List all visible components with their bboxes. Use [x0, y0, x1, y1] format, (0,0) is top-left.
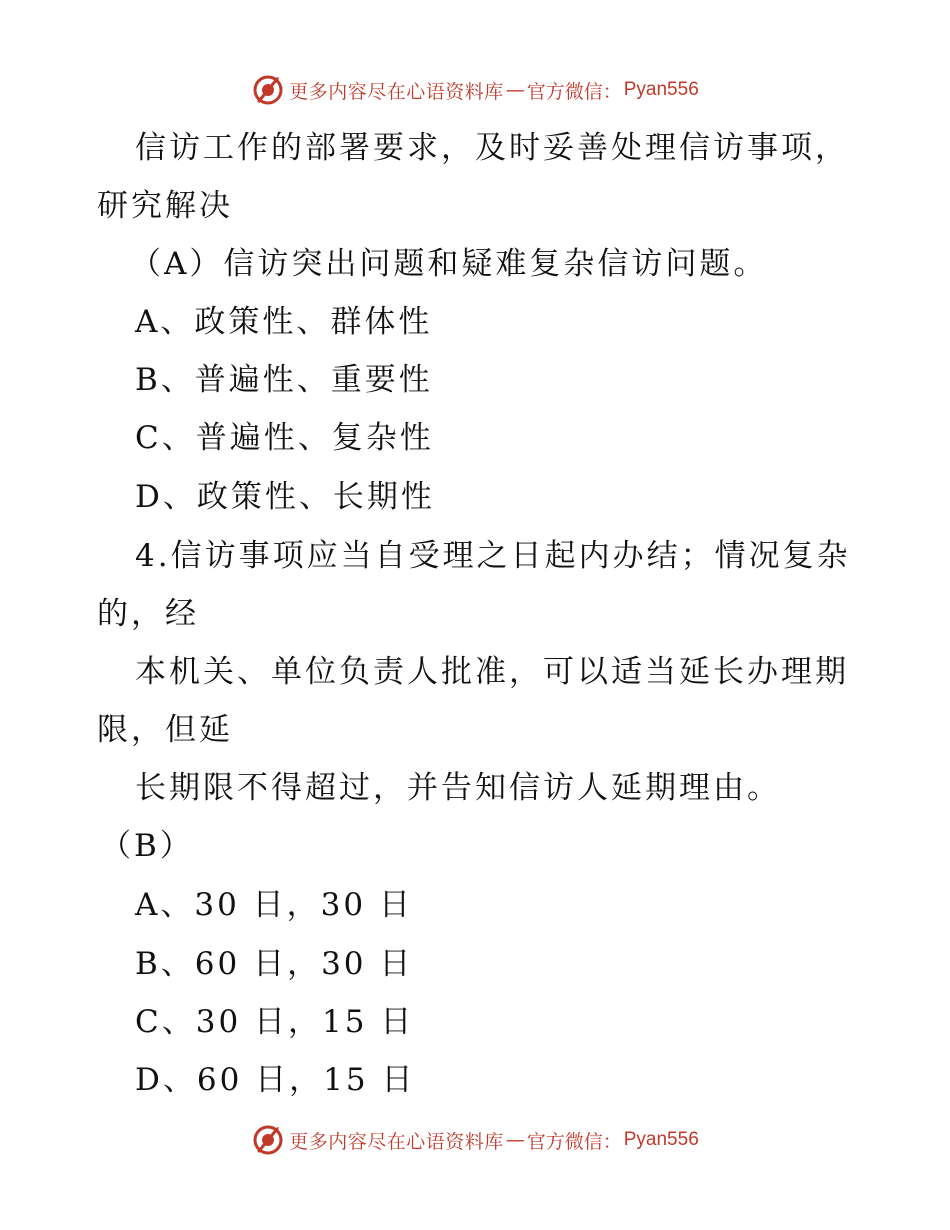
text-line: 限，但延 [97, 712, 233, 748]
text-line: 信访工作的部署要求，及时妥善处理信访事项， [135, 130, 849, 166]
text-line: 的，经 [97, 596, 199, 632]
text-line: 研究解决 [97, 188, 233, 224]
footer-wechat-id: Pyan556 [623, 1129, 699, 1150]
option-a: A、政策性、群体性 [135, 304, 433, 340]
footer-banner-text: 更多内容尽在心语资料库 [289, 1130, 504, 1153]
option-c: C、30 日，15 日 [135, 1004, 415, 1040]
text-line: （A）信访突出问题和疑难复杂信访问题。 [130, 246, 768, 282]
option-b: B、60 日，30 日 [135, 946, 414, 982]
text-line: 本机关、单位负责人批准，可以适当延长办理期 [135, 654, 849, 690]
option-d: D、政策性、长期性 [135, 479, 435, 515]
option-b: B、普遍性、重要性 [135, 362, 433, 398]
brand-logo-icon [251, 73, 285, 107]
header-wechat-id: Pyan556 [623, 79, 699, 100]
answer-marker: （B） [100, 828, 194, 864]
header-separator: — [505, 79, 525, 101]
option-c: C、普遍性、复杂性 [135, 420, 434, 456]
header-banner [0, 70, 950, 110]
option-d: D、60 日，15 日 [135, 1062, 416, 1098]
question-4: 4.信访事项应当自受理之日起内办结；情况复杂 [135, 538, 851, 574]
option-a: A、30 日，30 日 [135, 887, 413, 923]
footer-wechat-label: 官方微信： [526, 1130, 622, 1153]
footer-banner [0, 1120, 950, 1160]
header-banner-text: 更多内容尽在心语资料库 [289, 80, 504, 103]
text-line: 长期限不得超过，并告知信访人延期理由。 [135, 770, 781, 806]
brand-logo-icon [251, 1123, 285, 1157]
header-wechat-label: 官方微信： [526, 80, 622, 103]
footer-separator: — [505, 1129, 525, 1151]
